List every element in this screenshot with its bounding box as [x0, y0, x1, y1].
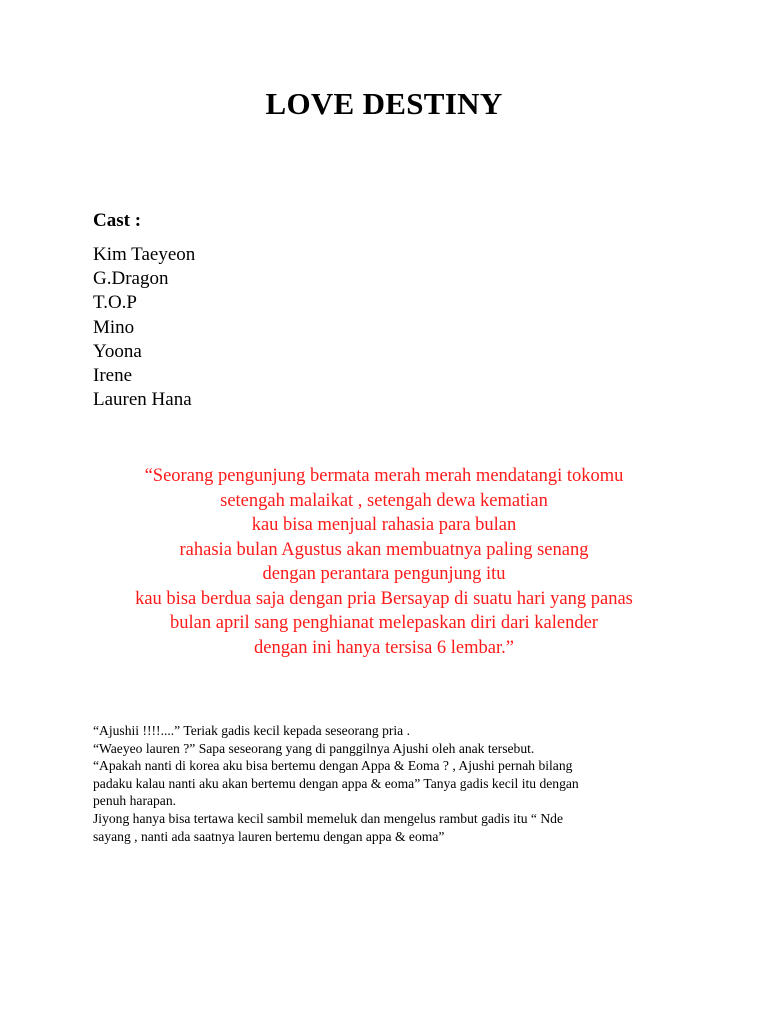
- poem-line: kau bisa berdua saja dengan pria Bersayap di suatu hari yang panas: [135, 588, 633, 609]
- story-line: sayang , nanti ada saatnya lauren bertemu dengan appa & eoma”: [93, 828, 445, 844]
- cast-member: Kim Taeyeon: [93, 244, 196, 265]
- story-line: penuh harapan.: [93, 793, 177, 809]
- cast-list: [93, 243, 195, 412]
- story-line: Jiyong hanya bisa tertawa kecil sambil memeluk dan mengelus rambut gadis itu “ Nde: [93, 810, 563, 826]
- document-title: LOVE DESTINY: [265, 86, 503, 121]
- poem-line: “Seorang pengunjung bermata merah merah mendatangi tokomu: [144, 466, 624, 486]
- poem-line: dengan ini hanya tersisa 6 lembar.”: [254, 637, 514, 658]
- story-line: padaku kalau nanti aku akan bertemu dengan appa & eoma” Tanya gadis kecil itu dengan: [93, 775, 579, 791]
- poem-line: bulan april sang penghianat melepaskan diri dari kalender: [170, 613, 598, 633]
- cast-member: Yoona: [93, 340, 142, 362]
- poem-line: setengah malaikat , setengah dewa kematian: [220, 490, 548, 511]
- cast-member: Irene: [93, 365, 133, 387]
- poem-line: dengan perantara pengunjung itu: [262, 564, 506, 584]
- prophecy-poem: [60, 464, 708, 660]
- story-line: “Apakah nanti di korea aku bisa bertemu dengan Appa & Eoma ? , Ajushi pernah bilang: [93, 758, 573, 774]
- story-line: “Ajushii !!!!....” Teriak gadis kecil kepada seseorang pria .: [93, 723, 410, 738]
- cast-heading: Cast :: [93, 210, 142, 231]
- story-paragraph: [93, 722, 663, 845]
- cast-member: Lauren Hana: [93, 389, 192, 411]
- cast-member: G.Dragon: [93, 268, 169, 290]
- cast-member: T.O.P: [93, 292, 137, 314]
- cast-member: Mino: [93, 316, 135, 338]
- story-line: “Waeyeo lauren ?” Sapa seseorang yang di panggilnya Ajushi oleh anak tersebut.: [93, 740, 535, 756]
- poem-line: kau bisa menjual rahasia para bulan: [251, 515, 517, 535]
- poem-line: rahasia bulan Agustus akan membuatnya paling senang: [179, 539, 589, 560]
